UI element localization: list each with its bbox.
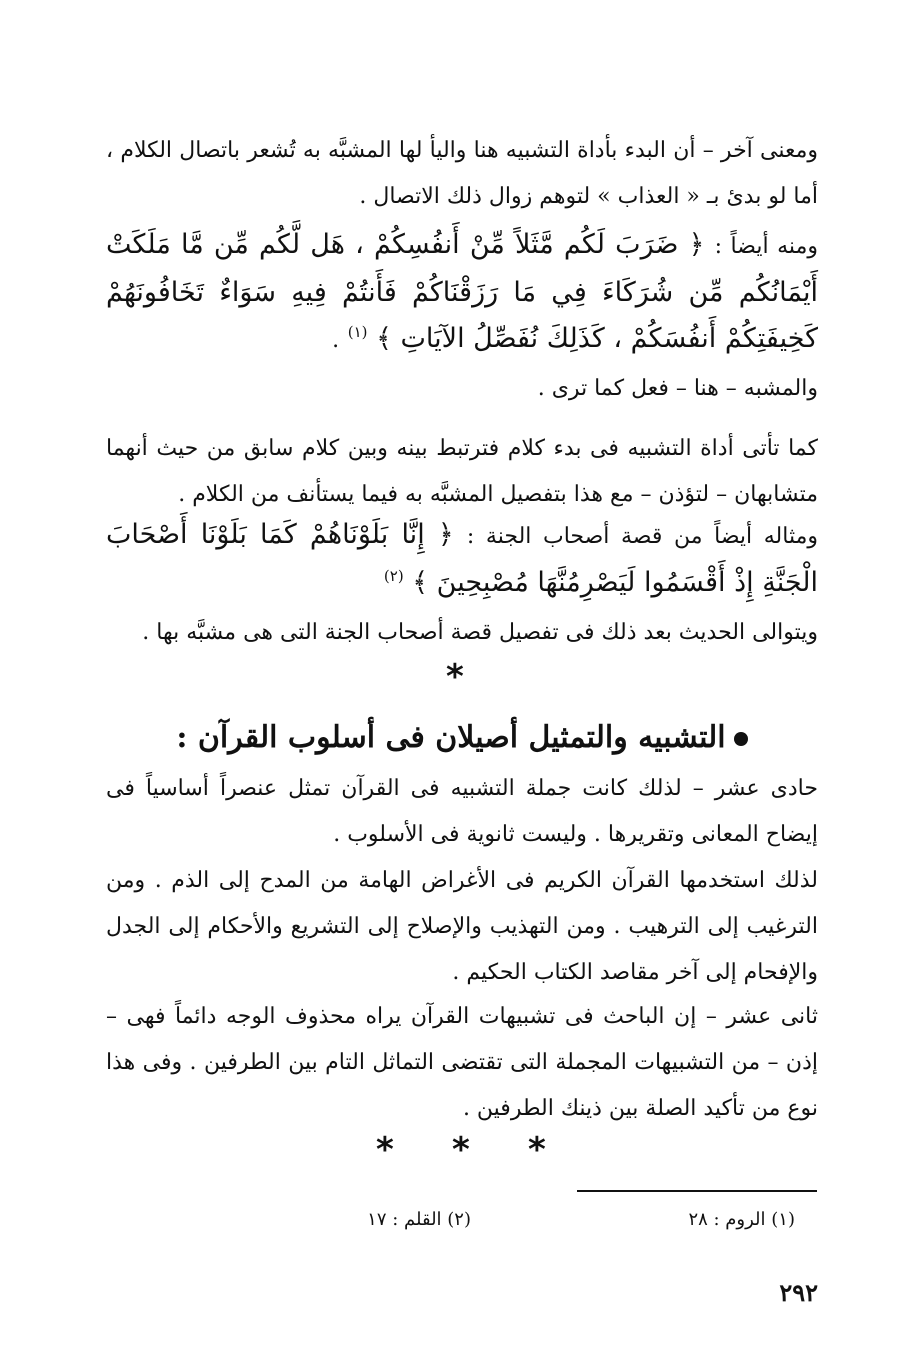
paragraph-5 xyxy=(106,512,818,606)
end-separator-star-3: * xyxy=(528,1130,546,1170)
end-separator-star-2: * xyxy=(452,1130,470,1170)
quran-verse-2: ﴿ إِنَّا بَلَوْنَاهُمْ كَمَا بَلَوْنَا أَصْحَابَ الْجَنَّةِ إِذْ أَقْسَمُوا لَيَصْرِمُنَّهَا مُصْبِحِينَ ﴾ xyxy=(106,519,818,598)
paragraph-7: حادى عشر – لذلك كانت جملة التشبيه فى القرآن تمثل عنصراً أساسياً فى إيضاح المعانى وتقريرها . وليست ثانوية فى الأسلوب . xyxy=(106,776,818,847)
paragraph-5-intro: ومثاله أيضاً من قصة أصحاب الجنة : xyxy=(466,524,818,549)
section-heading xyxy=(106,715,818,761)
quran-verse-1: ﴿ ضَرَبَ لَكُم مَّثَلاً مِّنْ أَنفُسِكُمْ ، هَل لَّكُم مِّن مَّا مَلَكَتْ أَيْمَانُكُم مِّن شُرَكَاءَ فِي مَا رَزَقْنَاكُمْ فَأَنتُمْ فِيهِ سَوَاءٌ تَخَافُونَهُمْ كَخِيفَتِكُمْ أَنفُسَكُمْ ، كَذَلِكَ نُفَصِّلُ الآيَاتِ ﴾ xyxy=(106,229,818,354)
paragraph-8: لذلك استخدمها القرآن الكريم فى الأغراض الهامة من المدح إلى الذم . ومن الترغيب إلى الترهيب . ومن التهذيب والإصلاح إلى التشريع والأحكام إلى الجدل والإفحام إلى آخر مقاصد الكتاب الحكيم . xyxy=(106,868,818,985)
section-separator-star: * xyxy=(446,657,464,697)
footnote-ref-1: (١) xyxy=(347,323,368,341)
paragraph-4: كما تأتى أداة التشبيه فى بدء كلام فترتبط بينه وبين كلام سابق من حيث أنهما متشابهان – لتؤذن – مع هذا بتفصيل المشبَّه به فيما يستأنف من الكلام . xyxy=(106,436,818,507)
paragraph-9: ثانى عشر – إن الباحث فى تشبيهات القرآن يراه محذوف الوجه دائماً فهى – إذن – من التشبيهات المجملة التى تقتضى التماثل التام بين الطرفين . وفى هذا نوع من تأكيد الصلة بين ذينك الطرفين . xyxy=(106,1004,818,1121)
paragraph-1: ومعنى آخر – أن البدء بأداة التشبيه هنا واليأ لها المشبَّه به تُشعر باتصال الكلام ، أما لو بدئ بـ « العذاب » لتوهم زوال ذلك الاتصال . xyxy=(106,138,818,209)
section-heading-text: التشبيه والتمثيل أصيلان فى أسلوب القرآن : xyxy=(176,720,726,755)
paragraph-3: والمشبه – هنا – فعل كما ترى . xyxy=(537,376,818,401)
bullet-icon xyxy=(734,732,748,746)
footnote-2: (٢) القلم : ١٧ xyxy=(367,1209,471,1230)
page-number: ٢٩٢ xyxy=(779,1278,818,1307)
footnote-1: (١) الروم : ٢٨ xyxy=(688,1209,795,1230)
footnote-divider xyxy=(577,1190,817,1192)
end-separator-star-1: * xyxy=(376,1130,394,1170)
footnote-ref-2: (٢) xyxy=(383,567,404,585)
paragraph-2 xyxy=(106,222,818,364)
paragraph-2-intro: ومنه أيضاً : xyxy=(714,234,818,259)
paragraph-2-end: . xyxy=(332,328,340,353)
paragraph-6: ويتوالى الحديث بعد ذلك فى تفصيل قصة أصحاب الجنة التى هى مشبَّه بها . xyxy=(142,620,818,645)
